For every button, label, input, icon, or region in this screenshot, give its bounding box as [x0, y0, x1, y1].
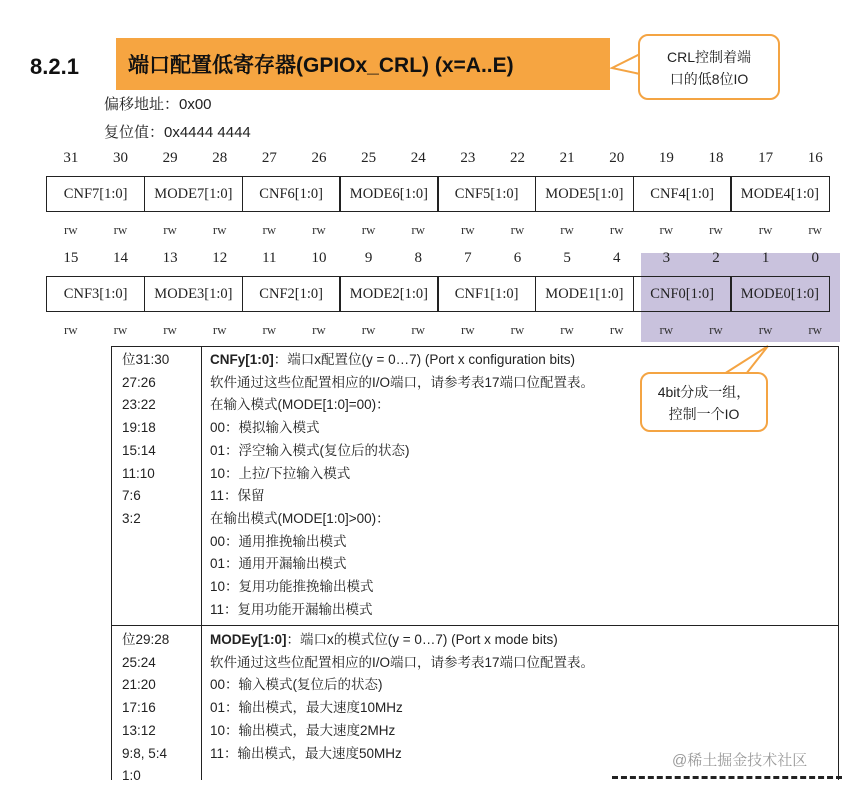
description-line: 11：复用功能开漏输出模式 [210, 601, 373, 617]
description-line: 在输入模式(MODE[1:0]=00)： [210, 397, 390, 413]
bit-number: 15 [63, 250, 79, 266]
access-rw: rw [411, 322, 426, 337]
callout-crl-note [638, 34, 780, 100]
bit-description-table [111, 346, 839, 784]
offset-address: 偏移地址：0x00 [104, 96, 212, 113]
section-number: 8.2.1 [30, 54, 79, 79]
bit-number: 23 [460, 150, 476, 166]
description-line: 软件通过这些位配置相应的I/O端口，请参考表17端口位配置表。 [210, 654, 595, 670]
access-rw: rw [262, 222, 277, 237]
access-row-low [46, 322, 840, 338]
description-line: 11：输出模式，最大速度50MHz [210, 745, 402, 761]
field-mode5: MODE5[1:0] [535, 176, 634, 212]
bit-number: 19 [658, 150, 674, 166]
access-rw: rw [659, 322, 674, 337]
field-mode3: MODE3[1:0] [144, 276, 243, 312]
field-cnf6: CNF6[1:0] [242, 176, 341, 212]
bit-range: 21:20 [122, 677, 156, 693]
access-rw: rw [609, 222, 624, 237]
cnf-bit-positions [122, 349, 169, 531]
bit-number: 20 [609, 150, 625, 166]
access-rw: rw [758, 322, 773, 337]
bit-range: 7:6 [122, 488, 141, 504]
bit-range: 11:10 [122, 465, 155, 481]
description-line: 01：浮空输入模式(复位后的状态) [210, 442, 410, 458]
access-rw: rw [163, 222, 177, 237]
access-rw: rw [808, 322, 823, 337]
bit-number: 31 [63, 150, 79, 166]
bit-range: 1:0 [122, 768, 141, 784]
bit-range: 25:24 [122, 654, 156, 670]
bit-numbers-low [46, 250, 840, 267]
register-fields-low [46, 276, 840, 312]
bit-number: 14 [112, 250, 128, 266]
access-rw: rw [361, 222, 376, 237]
cnf-summary: ：端口x配置位(y = 0…7) (Port x configuration bits) [273, 352, 575, 367]
field-cnf0: CNF0[1:0] [633, 276, 732, 312]
bit-number: 17 [758, 150, 774, 166]
access-rw: rw [361, 322, 376, 337]
register-title-text: 端口配置低寄存器(GPIOx_CRL) (x=A..E) [128, 54, 514, 77]
description-line: 00：输入模式(复位后的状态) [210, 677, 383, 693]
bit-number: 13 [162, 250, 178, 266]
access-rw: rw [411, 222, 426, 237]
reset-value: 复位值：0x4444 4444 [104, 124, 251, 141]
bit-range: 27:26 [122, 374, 156, 390]
callout-mid-line2: 控制一个IO [668, 406, 740, 422]
cnf-field-name: CNFy[1:0] [210, 352, 274, 367]
bit-number: 30 [112, 150, 128, 166]
mode-bit-positions [122, 629, 169, 788]
access-rw: rw [659, 222, 674, 237]
access-rw: rw [709, 222, 723, 237]
bit-range: 3:2 [122, 510, 141, 526]
callout-top-line2: 口的低8位IO [669, 71, 749, 87]
bit-number: 2 [712, 250, 720, 266]
bit-range: 19:18 [122, 420, 156, 436]
bit-number: 18 [708, 150, 724, 166]
mode-field-name: MODEy[1:0] [210, 632, 287, 647]
bit-number: 3 [662, 250, 671, 266]
access-rw: rw [212, 322, 227, 337]
bit-range: 15:14 [122, 442, 156, 458]
access-rw: rw [460, 222, 475, 237]
mode-description [210, 629, 594, 765]
field-cnf2: CNF2[1:0] [242, 276, 341, 312]
bit-range: 17:16 [122, 700, 156, 716]
access-rw: rw [560, 322, 574, 337]
callout-top-line1: CRL控制着端 [666, 49, 751, 65]
register-fields-high [46, 176, 840, 212]
bit-number: 16 [807, 150, 823, 166]
bit-number: 6 [513, 250, 522, 266]
access-rw: rw [709, 322, 723, 337]
access-rw: rw [212, 222, 227, 237]
bit-number: 11 [262, 250, 277, 266]
description-line: 10：输出模式，最大速度2MHz [210, 722, 396, 738]
bit-number: 12 [212, 250, 228, 266]
callout-mid-line1: 4bit分成一组， [657, 384, 751, 400]
description-line: 00：模拟输入模式 [210, 420, 320, 436]
table-top-border [112, 346, 838, 347]
bit-number: 5 [563, 250, 571, 266]
description-line: 10：上拉/下拉输入模式 [210, 465, 351, 481]
field-cnf7: CNF7[1:0] [46, 176, 145, 212]
field-mode4: MODE4[1:0] [730, 176, 829, 212]
access-rw: rw [262, 322, 277, 337]
bit-number: 21 [559, 150, 575, 166]
mode-summary: ：端口x的模式位(y = 0…7) (Port x mode bits) [286, 632, 558, 647]
access-rw: rw [510, 322, 525, 337]
access-rw: rw [609, 322, 624, 337]
description-line: 01：通用开漏输出模式 [210, 556, 347, 572]
bit-number: 7 [464, 250, 472, 266]
access-rw: rw [808, 222, 823, 237]
bit-range: 13:12 [122, 722, 156, 738]
bit-numbers-high [46, 150, 840, 167]
access-rw: rw [63, 222, 78, 237]
access-rw: rw [113, 222, 128, 237]
access-rw: rw [460, 322, 475, 337]
bit-number: 28 [212, 150, 228, 166]
access-rw: rw [312, 222, 326, 237]
bit-number: 27 [261, 150, 277, 166]
bit-number: 25 [361, 150, 377, 166]
description-line: 01：输出模式，最大速度10MHz [210, 700, 403, 716]
bit-number: 4 [612, 250, 621, 266]
field-cnf1: CNF1[1:0] [437, 276, 536, 312]
description-line: 00：通用推挽输出模式 [210, 533, 347, 549]
bit-number: 1 [761, 250, 770, 266]
callout-top-pointer [612, 54, 640, 74]
field-mode2: MODE2[1:0] [339, 276, 438, 312]
table-row-divider [112, 625, 838, 626]
access-rw: rw [560, 222, 574, 237]
cnf-description [210, 349, 594, 621]
bit-number: 22 [509, 150, 525, 166]
watermark: @稀土掘金技术社区 [672, 752, 808, 769]
description-line: 在输出模式(MODE[1:0]>00)： [210, 510, 390, 526]
access-rw: rw [312, 322, 326, 337]
bit-number: 9 [364, 250, 373, 266]
bit-range: 9:8, 5:4 [122, 745, 168, 761]
field-mode1: MODE1[1:0] [535, 276, 634, 312]
access-rw: rw [758, 222, 773, 237]
access-row-high [46, 222, 840, 238]
field-mode6: MODE6[1:0] [339, 176, 438, 212]
field-cnf4: CNF4[1:0] [633, 176, 732, 212]
mode-heading [210, 629, 594, 652]
access-rw: rw [163, 322, 177, 337]
bit-number: 24 [410, 150, 426, 166]
field-mode7: MODE7[1:0] [144, 176, 243, 212]
bit-number: 26 [311, 150, 327, 166]
bit-number: 0 [811, 250, 819, 266]
bit-number: 10 [311, 250, 327, 266]
description-line: 11：保留 [210, 488, 265, 504]
bit-range: 位29:28 [122, 632, 170, 647]
dashed-divider [612, 776, 842, 779]
description-line: 10：复用功能推挽输出模式 [210, 579, 374, 595]
description-line: 软件通过这些位配置相应的I/O端口，请参考表17端口位配置表。 [210, 374, 595, 390]
table-column-divider [201, 346, 202, 780]
field-mode0: MODE0[1:0] [730, 276, 829, 312]
bit-range: 位31:30 [122, 352, 170, 367]
bit-number: 8 [414, 250, 422, 266]
access-rw: rw [510, 222, 525, 237]
bit-range: 23:22 [122, 397, 156, 413]
access-rw: rw [113, 322, 128, 337]
field-cnf5: CNF5[1:0] [437, 176, 536, 212]
bit-number: 29 [162, 150, 178, 166]
access-rw: rw [63, 322, 78, 337]
cnf-heading [210, 349, 594, 372]
field-cnf3: CNF3[1:0] [46, 276, 145, 312]
